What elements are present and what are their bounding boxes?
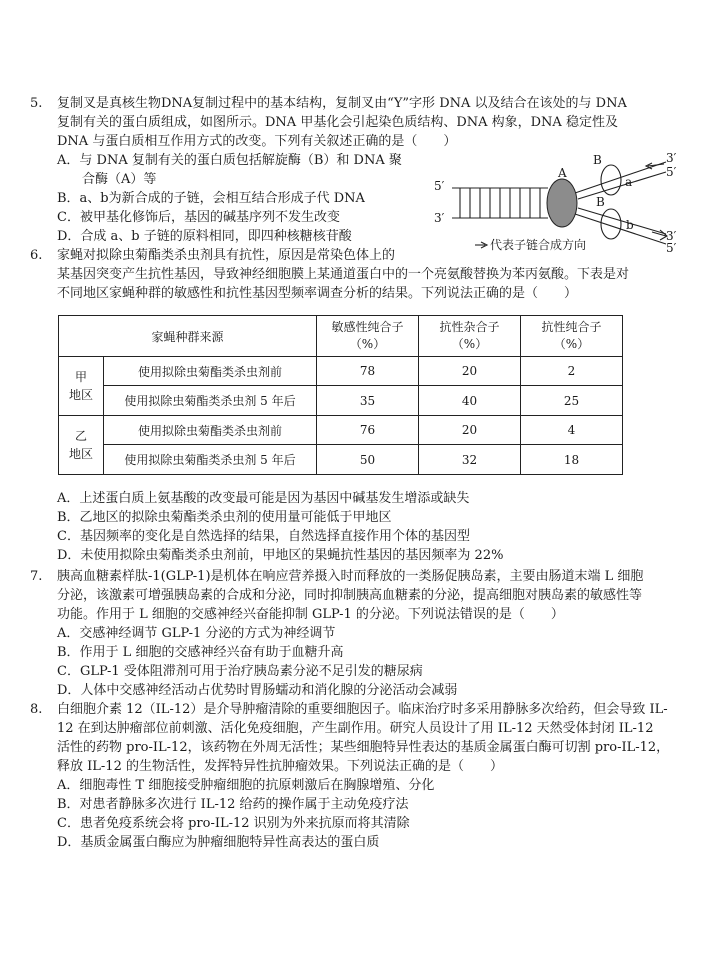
table-row [59, 386, 623, 416]
fig-left-5prime: 5′ [434, 179, 445, 193]
table-header-row [59, 316, 623, 357]
question-8-stem-line: 12 在到达肿瘤部位前刺激、活化免疫细胞，产生副作用。研究人员设计了用 IL-12 天然受体封闭 IL-12 [57, 721, 654, 736]
question-6-option-a: A．上述蛋白质上氨基酸的改变最可能是因为基因中碱基发生增添或缺失 [57, 491, 470, 506]
table-cell: 4 [521, 416, 623, 445]
question-8-stem-line: 释放 IL-12 的生物活性，发挥特异性抗肿瘤效果。下列说法正确的是（ ） [57, 759, 503, 774]
header-source: 家蝇种群来源 [59, 316, 317, 357]
table-cell: 40 [419, 386, 521, 416]
row-label: 使用拟除虫菊酯类杀虫剂前 [104, 357, 317, 386]
fig-bottom-3prime: 3′ [666, 229, 677, 243]
question-7-stem-line: 分泌，该激素可增强胰岛素的合成和分泌，同时抑制胰高血糖素的分泌，提高细胞对胰岛素的敏感性等 [57, 588, 643, 603]
question-5-number: 5. [30, 96, 43, 111]
header-sensitive-homozygote: 敏感性纯合子 （%） [317, 316, 419, 357]
question-8-number: 8. [30, 702, 43, 717]
table-cell: 35 [317, 386, 419, 416]
row-label: 使用拟除虫菊酯类杀虫剂前 [104, 416, 317, 445]
question-6-option-d: D．未使用拟除虫菊酯类杀虫剂前，甲地区的果蝇抗性基因的基因频率为 22% [57, 548, 504, 563]
table-cell: 20 [419, 357, 521, 386]
fig-top-3prime: 3′ [666, 151, 677, 165]
question-5-option-c: C．被甲基化修饰后，基因的碱基序列不发生改变 [57, 210, 340, 225]
fig-label-b-lower-helicase: B [596, 195, 605, 209]
row-label: 使用拟除虫菊酯类杀虫剂 5 年后 [104, 386, 317, 416]
table-cell: 50 [317, 445, 419, 475]
question-6-option-c: C．基因频率的变化是自然选择的结果，自然选择直接作用个体的基因型 [57, 529, 470, 544]
question-8-option-d: D．基质金属蛋白酶应为肿瘤细胞特异性高表达的蛋白质 [57, 835, 380, 850]
question-6-option-b: B．乙地区的拟除虫菊酯类杀虫剂的使用量可能低于甲地区 [57, 510, 392, 525]
question-5-option-b: B．a、b为新合成的子链，会相互结合形成子代 DNA [57, 191, 365, 206]
question-7-number: 7. [30, 569, 43, 584]
question-8-option-c: C．患者免疫系统会将 pro-IL-12 识别为外来抗原而将其清除 [57, 816, 410, 831]
fig-bottom-5prime: 5′ [666, 241, 677, 255]
question-5-option-d: D．合成 a、b 子链的原料相同，即四种核糖核苷酸 [57, 229, 352, 244]
resistance-data-table [58, 315, 623, 475]
question-8-option-a: A．细胞毒性 T 细胞接受肿瘤细胞的抗原刺激后在胸腺增殖、分化 [57, 778, 435, 793]
fork-base-pair-rungs [460, 188, 540, 218]
table-cell: 76 [317, 416, 419, 445]
question-6-number: 6. [30, 248, 43, 263]
fig-top-5prime: 5′ [666, 165, 677, 179]
fig-label-b-lower: b [626, 218, 634, 232]
question-7-stem-line: 功能。作用于 L 细胞的交感神经兴奋能抑制 GLP-1 的分泌。下列说法错误的是（ ） [57, 607, 564, 622]
polymerase-a-complex [547, 179, 577, 227]
fork-upper-daughter-strand-a [578, 172, 666, 199]
fig-label-a-upper: A [558, 166, 567, 180]
table-cell: 20 [419, 416, 521, 445]
row-label: 使用拟除虫菊酯类杀虫剂 5 年后 [104, 445, 317, 475]
question-5-stem-line: DNA 与蛋白质相互作用方式的改变。下列有关叙述正确的是（ ） [57, 134, 457, 149]
table-row [59, 416, 623, 445]
header-resistant-homozygote: 抗性纯合子 （%） [521, 316, 623, 357]
question-7-option-b: B．作用于 L 细胞的交感神经兴奋有助于血糖升高 [57, 645, 344, 660]
replication-fork-figure [430, 146, 680, 260]
question-6-stem-line: 某基因突变产生抗性基因，导致神经细胞膜上某通道蛋白中的一个亮氨酸替换为苯丙氨酸。下表是对 [57, 267, 630, 282]
question-7-option-a: A．交感神经调节 GLP-1 分泌的方式为神经调节 [57, 626, 336, 641]
table-cell: 25 [521, 386, 623, 416]
table-cell: 2 [521, 357, 623, 386]
table-row [59, 357, 623, 386]
table-row [59, 445, 623, 475]
fig-caption: 代表子链合成方向 [490, 238, 587, 252]
question-7-stem-line: 胰高血糖素样肽-1(GLP-1)是机体在响应营养摄入时而释放的一类肠促胰岛素，主要由肠道末端 L 细胞 [57, 569, 644, 584]
header-resistant-heterozygote: 抗性杂合子 （%） [419, 316, 521, 357]
region-jia: 甲 地区 [59, 357, 104, 416]
table-cell: 78 [317, 357, 419, 386]
table-cell: 18 [521, 445, 623, 475]
table-cell: 32 [419, 445, 521, 475]
question-8-stem-line: 活性的药物 pro-IL-12，该药物在外周无活性；某些细胞特异性表达的基质金属蛋白酶可切割 pro-IL-12， [57, 740, 670, 755]
region-yi: 乙 地区 [59, 416, 104, 475]
helicase-b-upper [601, 165, 621, 195]
fig-label-b-upper: B [593, 153, 602, 167]
question-7-option-d: D．人体中交感神经活动占优势时胃肠蠕动和消化腺的分泌活动会减弱 [57, 683, 458, 698]
question-5-stem-line: 复制有关的蛋白质组成，如图所示。DNA 甲基化会引起染色质结构、DNA 构象，DNA 稳定性及 [57, 115, 618, 130]
fig-label-a-lower: a [625, 175, 633, 189]
fork-lower-daughter-strand-b [578, 208, 666, 234]
question-7-option-c: C．GLP-1 受体阻滞剂可用于治疗胰岛素分泌不足引发的糖尿病 [57, 664, 423, 679]
fig-left-3prime: 3′ [434, 211, 445, 225]
question-5-option-a: A．与 DNA 复制有关的蛋白质包括解旋酶（B）和 DNA 聚 [57, 153, 402, 168]
question-6-stem-line: 家蝇对拟除虫菊酯类杀虫剂具有抗性，原因是常染色体上的 [57, 248, 396, 263]
question-5-stem-line: 复制叉是真核生物DNA复制过程中的基本结构，复制叉由“Y”字形 DNA 以及结合在该处的与 DNA [57, 96, 627, 111]
question-5-option-a-cont: 合酶（A）等 [82, 172, 157, 187]
question-8-option-b: B．对患者静脉多次进行 IL-12 给药的操作属于主动免疫疗法 [57, 797, 409, 812]
question-6-stem-line: 不同地区家蝇种群的敏感性和抗性基因型频率调查分析的结果。下列说法正确的是（ ） [57, 286, 578, 301]
question-8-stem-line: 白细胞介素 12（IL-12）是介导肿瘤清除的重要细胞因子。临床治疗时多采用静脉多次给药，但会导致 IL- [57, 702, 668, 717]
